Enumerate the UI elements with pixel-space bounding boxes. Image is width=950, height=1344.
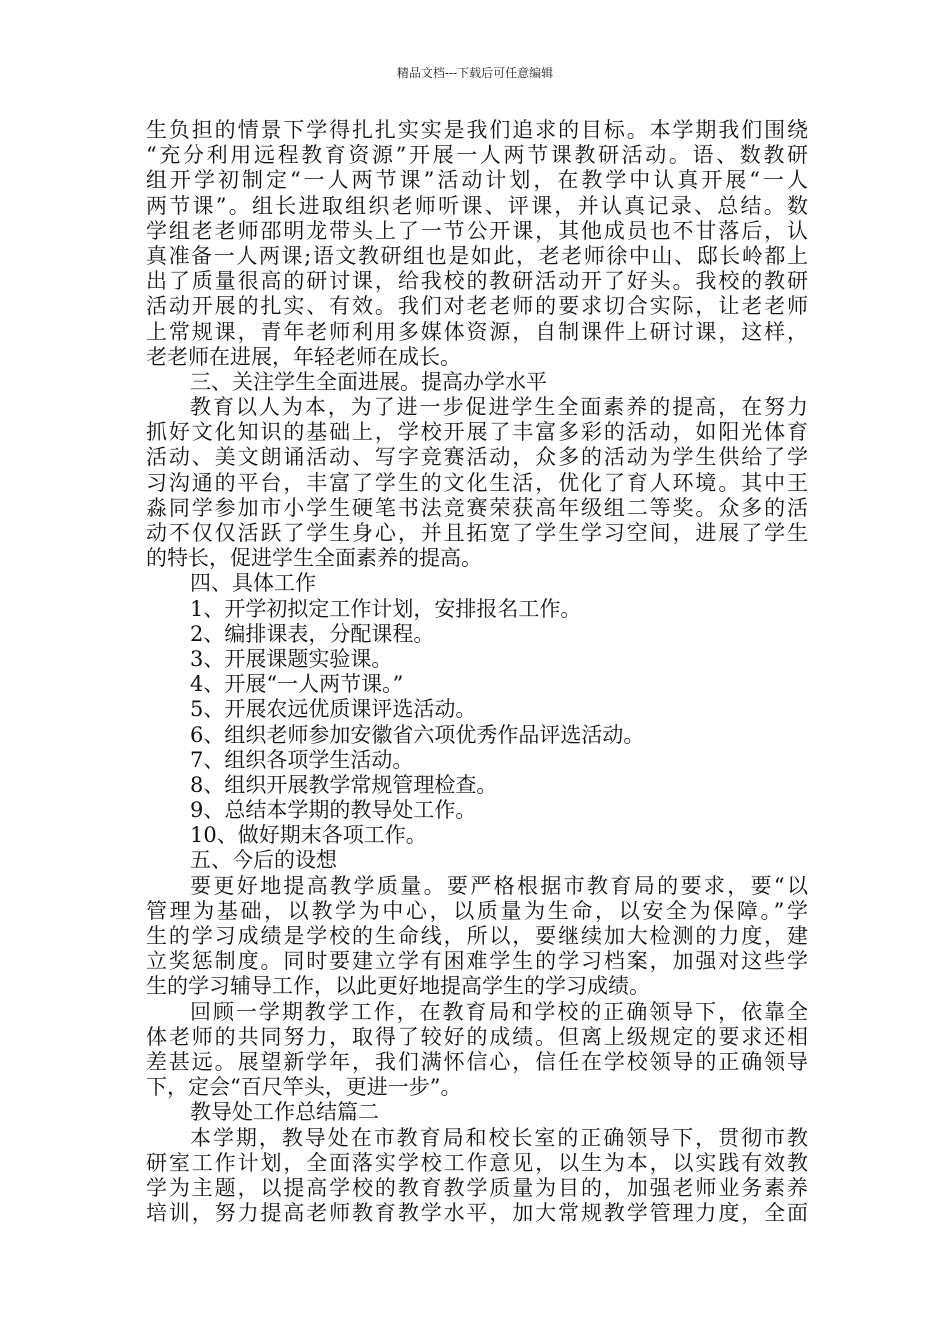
page-header: 精品文档---下载后可任意编辑: [396, 66, 554, 80]
text-line: 老老师在进展，年轻老师在成长。: [146, 344, 461, 369]
text-line: 管理为基础，以教学为中心，以质量为生命，以安全为保障。”学: [146, 898, 808, 923]
text-line: 两节课”。组长进取组织老师听课、评课，并认真记录、总结。数: [146, 193, 808, 218]
text-line: 学组老老师邵明龙带头上了一节公开课，其他成员也不甘落后，认: [146, 218, 808, 243]
text-line: 本学期，教导处在市教育局和校长室的正确领导下，贯彻市教: [190, 1125, 808, 1150]
text-line: 组开学初制定“一人两节课”活动计划，在教学中认真开展“一人: [146, 168, 808, 193]
text-line: 真准备一人两课;语文教研组也是如此，老老师徐中山、邸长岭都上: [146, 243, 808, 268]
text-line: 7、组织各项学生活动。: [190, 747, 414, 772]
text-line: 8、组织开展教学常规管理检查。: [190, 772, 498, 797]
text-line: 活动开展的扎实、有效。我们对老老师的要求切合实际，让老老师: [146, 294, 808, 319]
text-line: 体老师的共同努力，取得了较好的成绩。但离上级规定的要求还相: [146, 1024, 808, 1049]
text-line: 三、关注学生全面进展。提高办学水平: [190, 369, 547, 394]
text-line: 立奖惩制度。同时要建立学有困难学生的学习档案，加强对这些学: [146, 949, 808, 974]
text-line: 10、做好期末各项工作。: [190, 823, 427, 848]
text-line: 9、总结本学期的教导处工作。: [190, 798, 477, 823]
text-line: 要更好地提高教学质量。要严格根据市教育局的要求，要“以: [190, 873, 808, 898]
text-line: 动不仅仅活跃了学生身心，并且拓宽了学生学习空间，进展了学生: [146, 521, 808, 545]
text-line: 四、具体工作: [190, 571, 316, 596]
text-line: 学为主题，以提高学校的教育教学质量为目的，加强老师业务素养: [146, 1175, 808, 1200]
text-line: 研室工作计划，全面落实学校工作意见，以生为本，以实践有效教: [146, 1150, 808, 1175]
text-line: 生的学习成绩是学校的生命线，所以，要继续加大检测的力度，建: [146, 924, 808, 948]
document-body: [146, 118, 808, 1226]
text-line: 1、开学初拟定工作计划，安排报名工作。: [190, 596, 582, 621]
text-line: 的特长，促进学生全面素养的提高。: [146, 546, 482, 571]
text-line: 上常规课，青年老师利用多媒体资源，自制课件上研讨课，这样，: [146, 319, 808, 344]
text-line: 出了质量很高的研讨课，给我校的教研活动开了好头。我校的教研: [146, 269, 808, 294]
text-line: 回顾一学期教学工作，在教育局和学校的正确领导下，依靠全: [190, 999, 808, 1024]
text-line: 培训，努力提高老师教育教学水平，加大常规教学管理力度，全面: [146, 1201, 808, 1226]
text-line: 淼同学参加市小学生硬笔书法竞赛荣获高年级组二等奖。众多的活: [146, 495, 808, 520]
text-line: 教导处工作总结篇二: [190, 1100, 379, 1125]
text-line: 生负担的情景下学得扎扎实实是我们追求的目标。本学期我们围绕: [146, 118, 808, 142]
text-line: 差甚远。展望新学年，我们满怀信心，信任在学校领导的正确领导: [146, 1049, 808, 1074]
text-line: 下，定会“百尺竿头，更进一步”。: [146, 1075, 462, 1100]
text-line: 4、开展“一人两节课。”: [190, 672, 404, 697]
text-line: 2、编排课表，分配课程。: [190, 621, 435, 646]
text-line: 6、组织老师参加安徽省六项优秀作品评选活动。: [190, 722, 645, 747]
text-line: 活动、美文朗诵活动、写字竞赛活动，众多的活动为学生供给了学: [146, 445, 808, 470]
text-line: 抓好文化知识的基础上，学校开展了丰富多彩的活动，如阳光体育: [146, 420, 808, 445]
text-line: 教育以人为本，为了进一步促进学生全面素养的提高，在努力: [190, 395, 808, 420]
text-line: 生的学习辅导工作，以此更好地提高学生的学习成绩。: [146, 974, 650, 999]
text-line: 3、开展课题实验课。: [190, 646, 393, 671]
text-line: 五、今后的设想: [190, 848, 337, 873]
text-line: “充分利用远程教育资源”开展一人两节课教研活动。语、数教研: [146, 143, 808, 168]
text-line: 5、开展农远优质课评选活动。: [190, 697, 477, 722]
text-line: 习沟通的平台，丰富了学生的文化生活，优化了育人环境。其中王: [146, 470, 808, 495]
